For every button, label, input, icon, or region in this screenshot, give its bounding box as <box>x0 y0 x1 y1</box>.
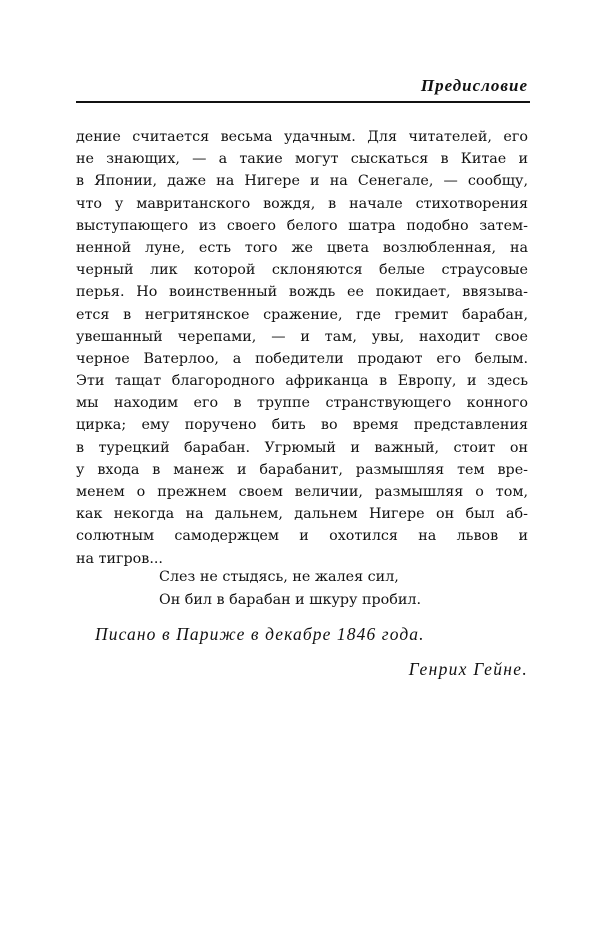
text-line: Эти тащат благородного африканца в Европу, и здесь <box>76 373 528 390</box>
text-line: черное Ватерлоо, а победители продают его белым. <box>76 350 528 367</box>
text-line: в Японии, даже на Нигере и на Сенегале, — сообщу, <box>76 173 528 190</box>
verse-quote <box>159 566 421 612</box>
text-line: на тигров... <box>76 550 163 567</box>
verse-line: Он бил в барабан и шкуру пробил. <box>159 592 422 608</box>
text-line: увешанный черепами, — и там, увы, находит свое <box>76 328 528 345</box>
text-line: не знающих, — а такие могут сыскаться в Китае и <box>76 151 528 168</box>
text-line: перья. Но воинственный вождь ее покидает, ввязыва- <box>76 284 528 301</box>
text-line: мы находим его в труппе странствующего конного <box>76 395 528 412</box>
body-paragraph <box>76 126 528 570</box>
header-rule <box>76 101 530 103</box>
verse-line: Слез не стыдясь, не жалея сил, <box>159 569 399 585</box>
running-head: Предисловие <box>420 76 528 95</box>
text-line: солютным самодержцем и охотился на львов и <box>76 528 528 545</box>
dateline: Писано в Париже в декабре 1846 года. <box>95 624 425 644</box>
text-line: ется в негритянское сражение, где гремит барабан, <box>76 306 528 323</box>
text-line: дение считается весьма удачным. Для читателей, его <box>76 129 528 145</box>
text-line: что у мавританского вождя, в начале стихотворения <box>76 195 528 212</box>
text-line: в турецкий барабан. Угрюмый и важный, стоит он <box>76 439 528 456</box>
text-line: менем о прежнем своем величии, размышляя о том, <box>76 484 528 500</box>
text-line: черный лик которой склоняются белые страусовые <box>76 262 528 279</box>
author-signature: Генрих Гейне. <box>408 659 528 679</box>
text-line: ненной луне, есть того же цвета возлюбленная, на <box>76 239 528 256</box>
text-line: цирка; ему поручено бить во время представления <box>76 417 528 434</box>
text-line: у входа в манеж и барабанит, размышляя тем вре- <box>76 461 528 478</box>
text-line: как некогда на дальнем, дальнем Нигере он был аб- <box>76 506 528 523</box>
text-line: выступающего из своего белого шатра подобно затем- <box>76 217 528 234</box>
